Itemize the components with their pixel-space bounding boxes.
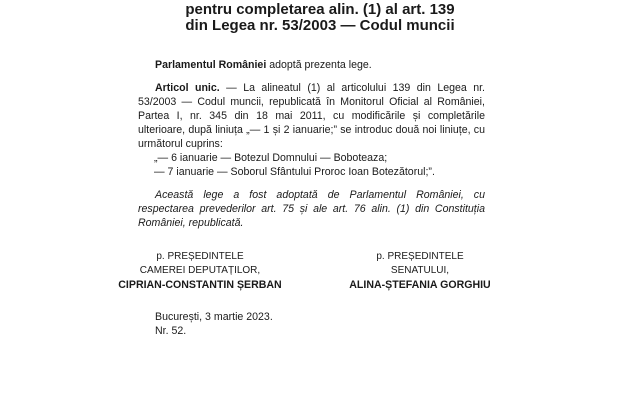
article-item-2: — 7 ianuarie — Soborul Sfântului Proroc Ioan Botezătorul;”. (154, 166, 435, 178)
signature-name: ALINA-ȘTEFANIA GORGHIU (349, 279, 491, 291)
footer (138, 310, 485, 338)
adoption-line-2: prevederilor art. 75 și ale art. 76 alin. (1) din Constituția României, republicată. (138, 203, 485, 229)
law-number: Nr. 52. (155, 325, 187, 337)
signature-role: p. PREȘEDINTELE (376, 251, 464, 262)
preamble (138, 58, 485, 72)
article-heading: Articol unic. (155, 82, 220, 94)
preamble-bold: Parlamentul României (155, 59, 267, 71)
adoption-paragraph (138, 188, 485, 230)
article-line-2: Codul muncii, republicată în Monitorul Oficial al României, Partea I, nr. 345 din (138, 96, 485, 122)
signature-senate (320, 250, 520, 292)
signature-institution: CAMEREI DEPUTAȚILOR, (139, 265, 261, 276)
signatures (118, 250, 491, 296)
place-date: București, 3 martie 2023. (155, 311, 273, 323)
signature-role: p. PREȘEDINTELE (156, 251, 244, 262)
law-title-line-1: pentru completarea alin. (1) al art. 139 (185, 1, 455, 18)
article-paragraph (138, 81, 485, 151)
adoption-line-1: Această lege a fost adoptată de Parlamentul României, cu respectarea (138, 189, 485, 215)
signature-name: CIPRIAN-CONSTANTIN ȘERBAN (118, 279, 282, 291)
law-body (118, 58, 491, 338)
law-title (0, 2, 640, 34)
preamble-text: adoptă prezenta lege. (266, 59, 372, 71)
article-line-3: 18 mai 2011, cu modificările și completările ulterioare, după liniuța „— 1 și 2 ianuarie;” (138, 110, 485, 136)
signature-chamber (100, 250, 300, 292)
signature-institution: SENATULUI, (390, 265, 450, 276)
law-title-line-2: din Legea nr. 53/2003 — Codul muncii (185, 17, 455, 34)
article-item-1: „— 6 ianuarie — Botezul Domnului — Boboteaza; (154, 152, 388, 164)
article-line-4: se introduc două noi liniuțe, cu următorul cuprins: (138, 124, 485, 150)
article-text-1: — La alineatul (1) al articolului 139 din Legea nr. 53/2003 — (138, 82, 485, 108)
